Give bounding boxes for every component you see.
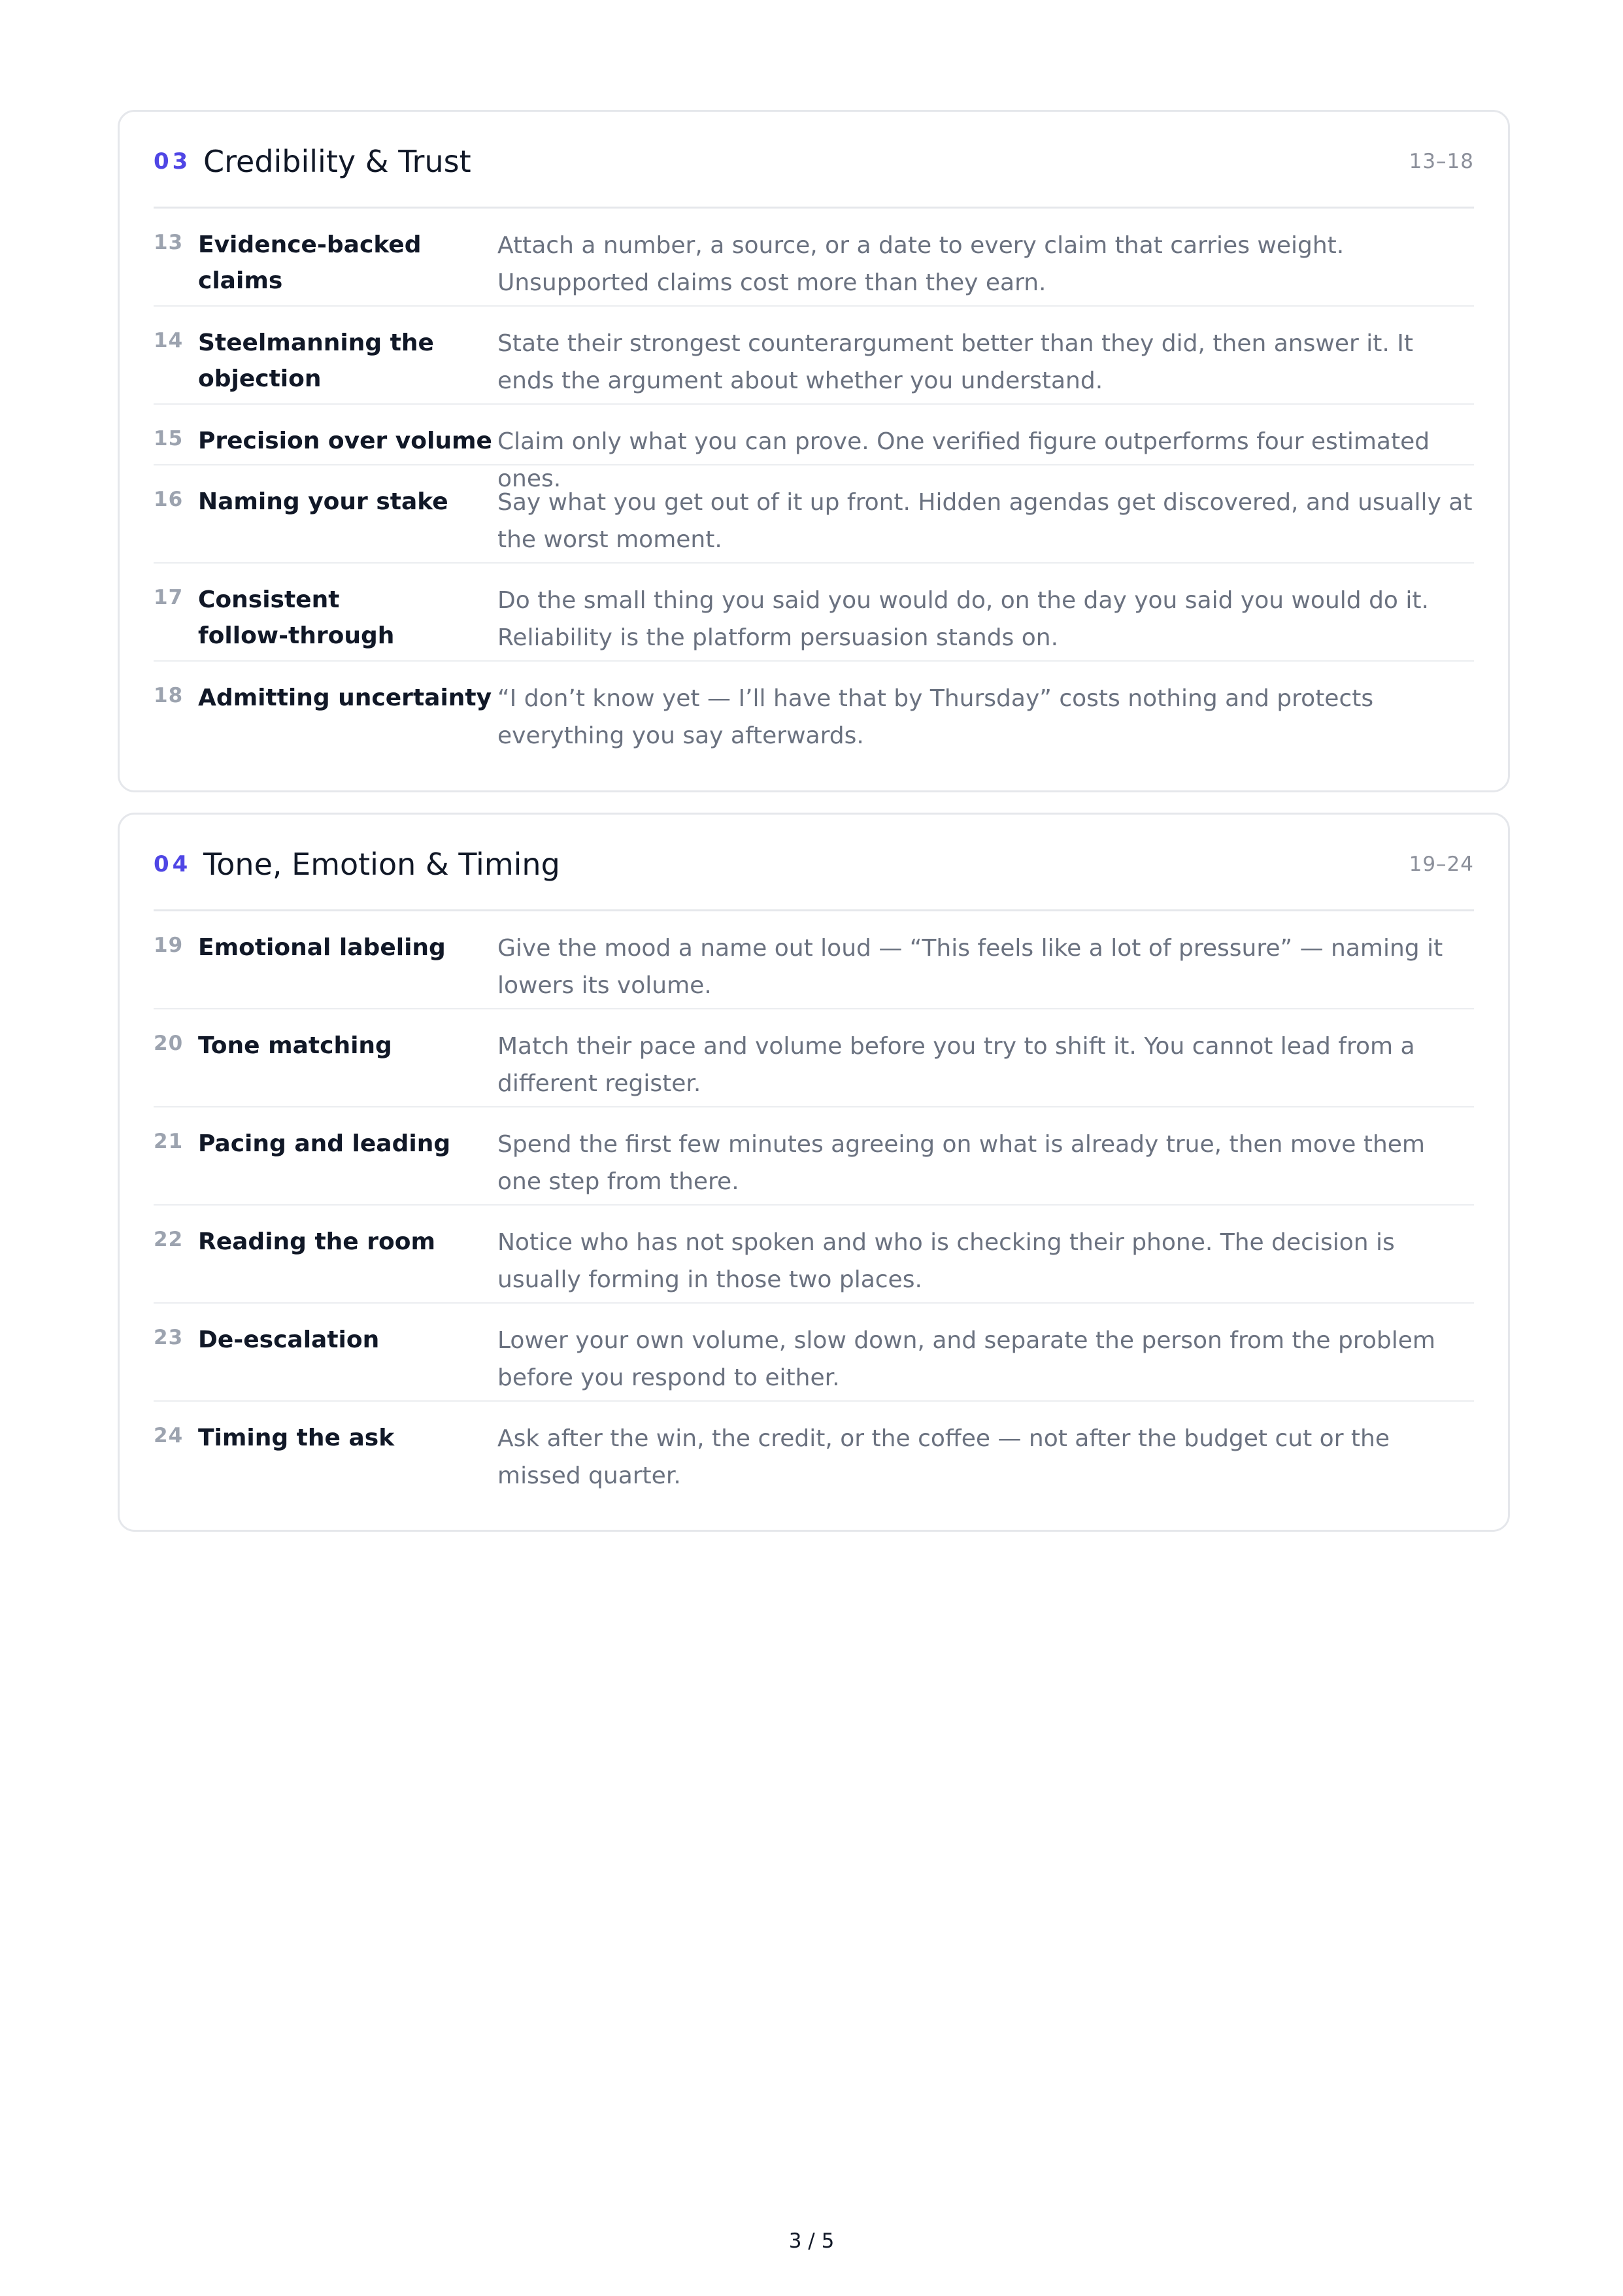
item-term: Consistent follow-through [198, 586, 395, 649]
item-term: Timing the ask [198, 1425, 395, 1451]
section-header [154, 112, 1474, 209]
item-number: 14 [154, 329, 184, 352]
list-item [154, 1304, 1474, 1402]
section-range: 19–24 [1409, 852, 1474, 876]
item-description: Attach a number, a source, or a date to every claim that carries weight. Unsupported claims cost more than they earn. [497, 232, 1345, 296]
item-number: 20 [154, 1032, 184, 1055]
item-description: Say what you get out of it up front. Hidden agendas get discovered, and usually at the worst moment. [497, 489, 1473, 553]
item-description: Ask after the win, the credit, or the coffee — not after the budget cut or the missed quarter. [497, 1425, 1390, 1489]
item-number: 18 [154, 684, 184, 707]
item-term: De-escalation [198, 1326, 380, 1353]
item-description: Give the mood a name out loud — “This feels like a lot of pressure” — naming it lowers its volume. [497, 935, 1443, 999]
item-description: Lower your own volume, slow down, and separate the person from the problem before you respond to either. [497, 1327, 1435, 1391]
list-item [154, 911, 1474, 1009]
item-number: 19 [154, 934, 184, 957]
item-number: 22 [154, 1228, 184, 1251]
item-number: 16 [154, 488, 184, 511]
section-header [154, 815, 1474, 911]
item-number: 23 [154, 1326, 184, 1349]
item-term: Precision over volume [198, 428, 492, 454]
item-description: Claim only what you can prove. One verified figure outperforms four estimated ones. [497, 428, 1430, 492]
section-number: 03 [154, 148, 192, 175]
item-term: Pacing and leading [198, 1130, 451, 1157]
item-number: 17 [154, 586, 184, 609]
section-card-tone [118, 813, 1510, 1532]
item-term: Steelmanning the objection [198, 329, 434, 392]
item-description: Spend the first few minutes agreeing on what is already true, then move them one step from there. [497, 1131, 1425, 1195]
item-number: 13 [154, 231, 184, 254]
list-item [154, 209, 1474, 307]
item-description: Match their pace and volume before you try to shift it. You cannot lead from a different register. [497, 1033, 1415, 1097]
section-number: 04 [154, 851, 192, 877]
section-range: 13–18 [1409, 149, 1474, 173]
item-number: 24 [154, 1424, 184, 1447]
section-title: Tone, Emotion & Timing [203, 846, 560, 882]
list-item [154, 1009, 1474, 1107]
item-term: Evidence-backed claims [198, 231, 422, 294]
section-title: Credibility & Trust [203, 143, 471, 179]
list-item [154, 564, 1474, 662]
item-number: 15 [154, 427, 184, 450]
list-item [154, 1107, 1474, 1206]
section-card-credibility [118, 110, 1510, 792]
item-term: Tone matching [198, 1032, 392, 1059]
list-item [154, 307, 1474, 405]
list-item [154, 1402, 1474, 1500]
list-item [154, 1206, 1474, 1304]
page-indicator: 3 / 5 [788, 2229, 835, 2253]
list-item [154, 662, 1474, 760]
item-description: State their strongest counterargument better than they did, then answer it. It ends the argument about whether you understand. [497, 330, 1413, 394]
list-item [154, 405, 1474, 492]
item-term: Naming your stake [198, 488, 448, 515]
item-term: Reading the room [198, 1228, 435, 1255]
item-description: Notice who has not spoken and who is checking their phone. The decision is usually forming in those two places. [497, 1229, 1395, 1293]
item-number: 21 [154, 1130, 184, 1153]
item-description: “I don’t know yet — I’ll have that by Thursday” costs nothing and protects everything you say afterwards. [497, 685, 1374, 749]
item-description: Do the small thing you said you would do, on the day you said you would do it. Reliability is the platform persuasion stands on. [497, 587, 1429, 651]
item-term: Admitting uncertainty [198, 684, 492, 711]
item-term: Emotional labeling [198, 934, 446, 961]
